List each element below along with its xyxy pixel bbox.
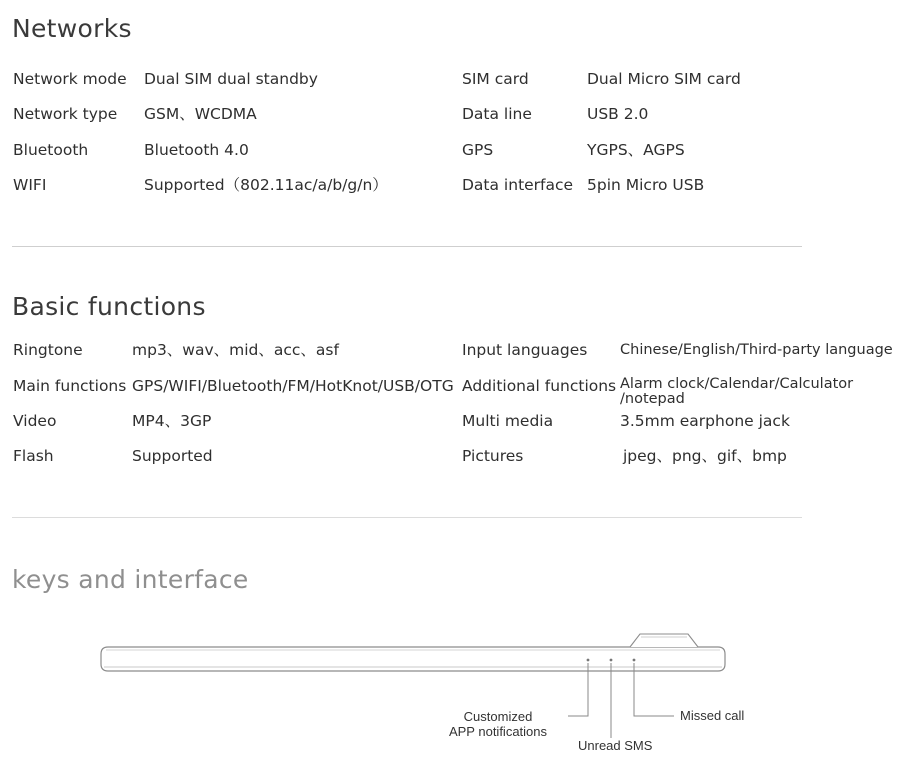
callout-customized-app-notifications (430, 709, 566, 739)
spec-label-sim-card: SIM card (462, 70, 529, 88)
spec-value-data-line: USB 2.0 (587, 105, 649, 123)
spec-label-additional-functions: Additional functions (462, 377, 617, 395)
spec-value-additional-functions: Alarm clock/Calendar/Calculator /notepad (620, 376, 854, 407)
spec-label-input-languages: Input languages (462, 341, 588, 359)
spec-value-multi-media: 3.5mm earphone jack (620, 412, 790, 430)
spec-label-main-functions: Main functions (13, 377, 127, 395)
spec-value-network-type: GSM、WCDMA (144, 105, 257, 123)
spec-value-bluetooth: Bluetooth 4.0 (144, 141, 249, 159)
spec-value-flash: Supported (132, 447, 213, 465)
callout-missed-call: Missed call (680, 708, 745, 723)
spec-label-network-mode: Network mode (13, 70, 127, 88)
spec-label-pictures: Pictures (462, 447, 524, 465)
spec-value-wifi: Supported（802.11ac/a/b/g/n） (144, 176, 388, 194)
indicator-light-sms (610, 659, 613, 662)
spec-label-video: Video (13, 412, 57, 430)
basic-functions-heading: Basic functions (12, 292, 206, 321)
indicator-light-app (587, 659, 590, 662)
section-divider (12, 517, 802, 518)
spec-value-input-languages: Chinese/English/Third-party language (620, 342, 893, 358)
spec-label-gps: GPS (462, 141, 494, 159)
spec-label-data-line: Data line (462, 105, 532, 123)
spec-value-main-functions: GPS/WIFI/Bluetooth/FM/HotKnot/USB/OTG (132, 377, 454, 395)
spec-value-video: MP4、3GP (132, 412, 212, 430)
spec-label-wifi: WIFI (13, 176, 47, 194)
callout-custom-line-1: Customized (463, 709, 533, 724)
spec-label-network-type: Network type (13, 105, 118, 123)
section-divider (12, 246, 802, 247)
spec-value-gps: YGPS、AGPS (587, 141, 685, 159)
spec-value-network-mode: Dual SIM dual standby (144, 70, 318, 88)
callout-custom-line-2: APP notifications (448, 724, 548, 739)
spec-label-data-interface: Data interface (462, 176, 574, 194)
spec-value-pictures: jpeg、png、gif、bmp (623, 447, 787, 465)
indicator-light-missed (633, 659, 636, 662)
keys-interface-heading: keys and interface (12, 565, 249, 594)
spec-label-flash: Flash (13, 447, 54, 465)
callout-unread-sms: Unread SMS (578, 738, 653, 753)
spec-value-data-interface: 5pin Micro USB (587, 176, 705, 194)
networks-heading: Networks (12, 14, 132, 43)
spec-label-ringtone: Ringtone (13, 341, 83, 359)
spec-label-bluetooth: Bluetooth (13, 141, 89, 159)
spec-value-sim-card: Dual Micro SIM card (587, 70, 741, 88)
spec-label-multi-media: Multi media (462, 412, 554, 430)
spec-value-ringtone: mp3、wav、mid、acc、asf (132, 341, 339, 359)
side-button (630, 634, 698, 647)
